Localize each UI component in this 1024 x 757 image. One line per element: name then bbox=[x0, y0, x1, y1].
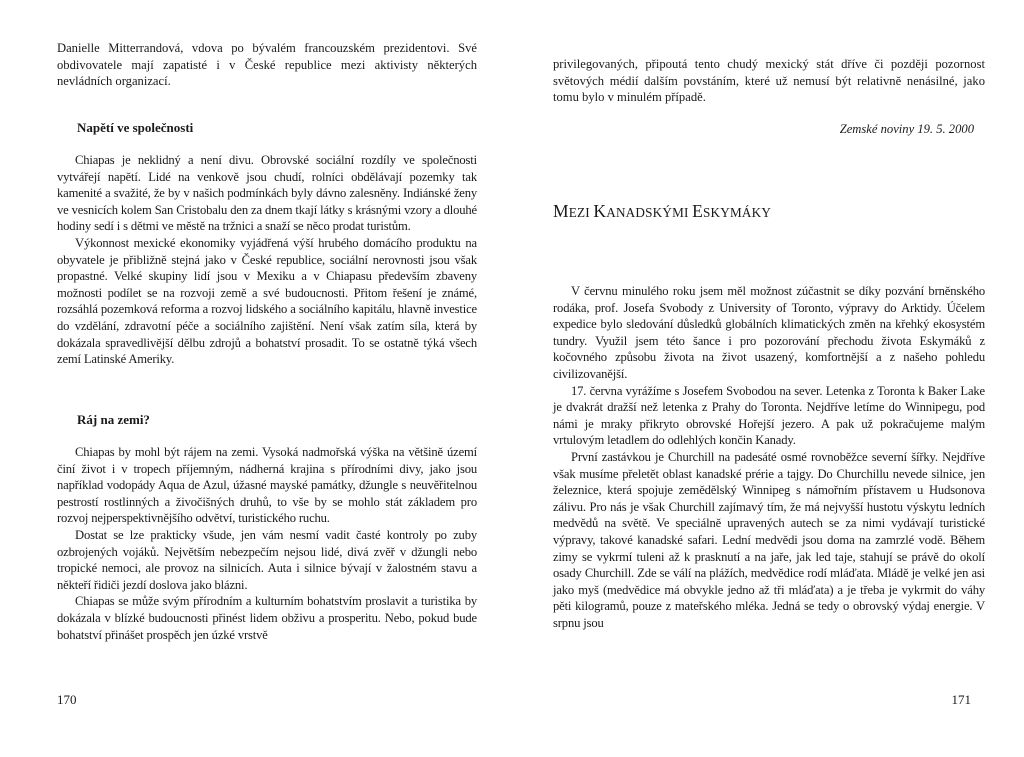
paragraph: Výkonnost mexické ekonomiky vyjádřená výší hrubého domácího produktu na obyvatele je přibližně stejná jako v České republice, sociální nerovnosti jsou však propastné. Velké skupiny lidí jsou v Mexiku a v Chiapasu především zbaveny možnosti podílet se na rozvoji země a své budoucnosti. Přitom řešení je známé, rozsáhlá pozemková reforma a rozvoj lidského a sociálního kapitálu, hlavně investice do vzdělání, zdravotní péče a sociálního zajištění. Není však zatím síla, která by dokázala spravedlivější dělbu zdrojů a bohatství prosadit. To se ostatně týká všech zemí Latinské Ameriky. bbox=[57, 235, 477, 367]
intro-paragraph: Danielle Mitterrandová, vdova po bývalém francouzském prezidentovi. Své obdivovatele mají zapatisté i v České republice mezi aktivisty některých nevládních organizací. bbox=[57, 41, 477, 89]
source-citation: Zemské noviny 19. 5. 2000 bbox=[839, 122, 974, 136]
section-heading-tension: Napětí ve společnosti bbox=[77, 120, 194, 135]
paragraph: 17. června vyrážíme s Josefem Svobodou na sever. Letenka z Toronta k Baker Lake je dvakrát dražší než letenka z Prahy do Toronta. Nejdříve letíme do Winnipegu, pod námi je mraky přikryto obrovské Hořejší jezero. A pak už pokračujeme malým vrtulovým letadlem do odlehlých končin Kanady. bbox=[553, 383, 985, 448]
intro-block bbox=[57, 40, 477, 90]
paragraph: První zastávkou je Churchill na padesáté osmé rovnoběžce severní šířky. Nejdříve však musíme přeletět oblast kanadské prérie a tajgy. Do Churchillu nevede silnice, jen železnice, která spojuje zemědělský Winnipeg s námořním přístavem u Hudsonova zálivu. Pro nás je však Churchill zajímavý tím, že má nejvyšší hustotu výskytu ledních medvědů na světě. Ve speciálně upravených autech se za nimi vydávají turistické výpravy, takové kanadské safari. Lední medvědi jsou doma na zamrzlé vodě. Během zimy se vykrmí tuleni až k prasknutí a na jaře, jak led taje, stahují se právě do okolí osady Churchill. Zde se válí na plážích, medvědice rodí mláďata. Mládě je velké jen asi jako myš (medvědice má obvykle jedno až tři mláďata) a je třeba je vykrmit do váhy pěti kilogramů, pouze z mateřského mléka. Jedná se tedy o obrovský výdaj energie. V srpnu jsou bbox=[553, 449, 985, 630]
continuation-paragraph: privilegovaných, připoutá tento chudý mexický stát dříve či později pozornost světových médií dalším povstáním, které už nemusí být relativně nenásilné, jako tomu bylo v minulém případě. bbox=[553, 57, 985, 105]
page-number-right: 171 bbox=[951, 692, 971, 707]
paragraph: Chiapas je neklidný a není divu. Obrovské sociální rozdíly ve společnosti vytvářejí napětí. Lidé na venkově jsou chudí, rolníci obdělávají pozemky tak kamenité a svažité, že by v našich podmínkách byly dávno zalesněny. Indiánské ženy ve vesnicích kolem San Cristobalu den za dnem tkají látky s krásnými vzory a dlouhé hodiny sedí i s dětmi ve městě na tržnici a snaží se něco prodat turistům. bbox=[57, 153, 477, 234]
paragraph: V červnu minulého roku jsem měl možnost zúčastnit se díky pozvání brněnského rodáka, prof. Josefa Svobody z University of Toronto, výpravy do Arktidy. Účelem expedice bylo sledování důsledků globálních klimatických změn na křehký ekosystém tundry. Využil jsem této šance i pro pozorování přechodu života Eskymáků z kočovného způsobu života na život usazený, komfortnější a z našeho pohledu civilizovanější. bbox=[553, 284, 985, 381]
section-heading-paradise: Ráj na zemi? bbox=[77, 412, 150, 427]
section-paradise-body bbox=[57, 444, 477, 643]
continuation-block bbox=[553, 56, 985, 106]
article-body bbox=[553, 283, 985, 631]
paragraph: Chiapas se může svým přírodním a kulturním bohatstvím proslavit a turistika by dokázala v blízké budoucnosti přinést lidem obživu a prosperitu. Nebo, pokud bude bohatství přinášet prospěch jen úzké vrstvě bbox=[57, 594, 477, 642]
paragraph: Dostat se lze prakticky všude, jen vám nesmí vadit časté kontroly po zuby ozbrojených vojáků. Největším nebezpečím nejsou lidé, divá zvěř v džungli nebo tropické nemoci, ale provoz na silnicích. Auta i silnice bývají v žalostném stavu a někteří řidiči jezdí doslova jako blázni. bbox=[57, 527, 477, 592]
page-number-left: 170 bbox=[57, 692, 77, 707]
article-title: MEZI KANADSKÝMI ESKYMÁKY bbox=[553, 201, 772, 221]
paragraph: Chiapas by mohl být rájem na zemi. Vysoká nadmořská výška na většině území činí život i v tropech příjemným, nádherná krajina s přírodními divy, jako jsou například vodopády Aqua de Azul, úžasné mayské památky, džungle s neuvěřitelnou pestrostí rostlinných a živočišných druhů, to vše by se mohlo stát základem pro rozvoj nejperspektivnějšího odvětví, turistického ruchu. bbox=[57, 445, 477, 526]
section-tension-body bbox=[57, 152, 477, 368]
right-page bbox=[512, 0, 1024, 757]
